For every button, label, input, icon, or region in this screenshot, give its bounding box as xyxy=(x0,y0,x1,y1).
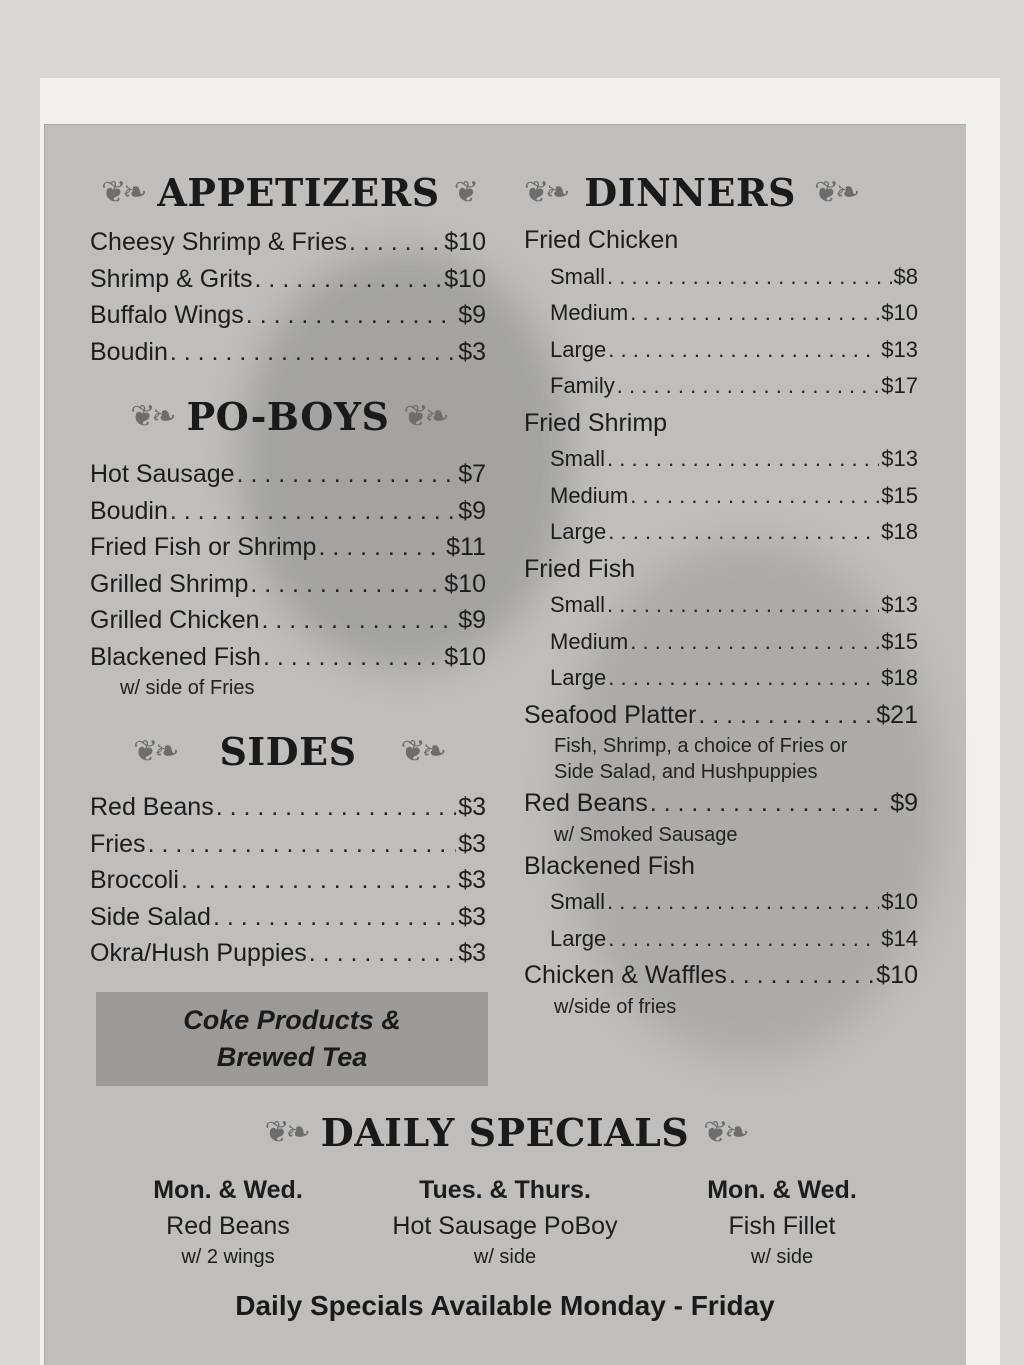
drinks-line-2: Brewed Tea xyxy=(216,1042,368,1072)
size-row: Large . . . $13 xyxy=(524,332,918,369)
size-row: Large . . . $14 xyxy=(524,921,918,958)
menu-item: Red Beans . . . $3 xyxy=(90,789,486,826)
special-side: w/ side xyxy=(750,1246,814,1268)
special-item xyxy=(644,1172,920,1270)
menu-item: Boudin . . . $9 xyxy=(90,493,486,530)
sides-title: SIDES xyxy=(219,728,357,774)
special-item xyxy=(367,1172,643,1270)
daily-specials-title: DAILY SPECIALS xyxy=(320,1109,690,1155)
flourish-ornament-icon: ❦❧ xyxy=(400,733,443,769)
special-dish: Hot Sausage PoBoy xyxy=(392,1212,618,1240)
menu-item: Boudin . . . $3 xyxy=(90,334,486,371)
dinners-heading xyxy=(524,160,918,224)
menu-item: Chicken & Waffles . . . $10 xyxy=(524,957,918,994)
menu-item: Hot Sausage . . . $7 xyxy=(90,456,486,493)
menu-item: Buffalo Wings . . . $9 xyxy=(90,297,486,334)
size-row: Large . . . $18 xyxy=(524,514,918,551)
poboys-title: PO-BOYS xyxy=(186,393,390,439)
size-row: Family . . . $17 xyxy=(524,368,918,405)
size-row: Small . . . $8 xyxy=(524,259,918,296)
appetizers-title: APPETIZERS xyxy=(157,169,440,215)
dinner-group-title: Fried Fish xyxy=(524,554,636,583)
flourish-ornament-icon: ❦❧ xyxy=(101,174,144,210)
flourish-ornament-icon: ❦❧ xyxy=(130,398,173,434)
menu-item: Seafood Platter . . . $21 xyxy=(524,697,918,734)
daily-specials-heading xyxy=(90,1100,920,1164)
special-day: Mon. & Wed. xyxy=(153,1176,303,1204)
size-row: Medium . . . $10 xyxy=(524,295,918,332)
specials-availability: Daily Specials Available Monday - Friday xyxy=(235,1290,775,1321)
flourish-ornament-icon: ❦❧ xyxy=(524,174,567,210)
dinner-group-title: Blackened Fish xyxy=(524,851,695,880)
item-note: w/ side of Fries xyxy=(120,677,255,699)
special-item xyxy=(90,1172,366,1270)
menu-item: Grilled Shrimp . . . $10 xyxy=(90,566,486,603)
size-row: Medium . . . $15 xyxy=(524,478,918,515)
appetizers-list xyxy=(90,224,486,370)
menu-item: Shrimp & Grits . . . $10 xyxy=(90,261,486,298)
menu-item: Okra/Hush Puppies . . . $3 xyxy=(90,935,486,972)
appetizers-heading xyxy=(90,160,486,224)
size-row: Small . . . $10 xyxy=(524,884,918,921)
item-note: Fish, Shrimp, a choice of Fries or xyxy=(554,735,848,757)
flourish-ornament-icon: ❦❧ xyxy=(703,1114,746,1150)
specials-grid xyxy=(90,1172,920,1270)
drinks-box xyxy=(96,992,488,1086)
special-day: Tues. & Thurs. xyxy=(419,1176,591,1204)
menu-item: Blackened Fish . . . $10 xyxy=(90,639,486,676)
dinners-list xyxy=(524,222,918,1020)
menu-item: Cheesy Shrimp & Fries . . . $10 xyxy=(90,224,486,261)
item-note: Side Salad, and Hushpuppies xyxy=(554,761,818,783)
special-dish: Red Beans xyxy=(166,1212,290,1240)
flourish-ornament-icon: ❦❧ xyxy=(133,733,176,769)
poboys-list xyxy=(90,456,486,701)
drinks-line-1: Coke Products & xyxy=(183,1005,401,1035)
size-row: Large . . . $18 xyxy=(524,660,918,697)
menu-item: Broccoli . . . $3 xyxy=(90,862,486,899)
size-row: Medium . . . $15 xyxy=(524,624,918,661)
item-note: w/side of fries xyxy=(554,995,677,1018)
special-day: Mon. & Wed. xyxy=(707,1176,857,1204)
sides-list xyxy=(90,789,486,972)
daily-specials xyxy=(90,1100,920,1322)
menu-item: Red Beans . . . $9 xyxy=(524,785,918,822)
menu-item: Fried Fish or Shrimp . . . $11 xyxy=(90,529,486,566)
special-dish: Fish Fillet xyxy=(728,1212,836,1240)
right-column xyxy=(524,160,918,1020)
special-side: w/ 2 wings xyxy=(181,1246,275,1268)
dinners-title: DINNERS xyxy=(584,169,796,215)
size-row: Small . . . $13 xyxy=(524,587,918,624)
flourish-ornament-icon: ❦❧ xyxy=(403,398,446,434)
menu-item: Grilled Chicken . . . $9 xyxy=(90,602,486,639)
item-note: w/ Smoked Sausage xyxy=(554,823,738,846)
sides-heading xyxy=(90,719,486,783)
dinner-group-title: Fried Chicken xyxy=(524,226,679,254)
flourish-ornament-icon: ❦❧ xyxy=(813,174,857,210)
menu-item: Fries . . . $3 xyxy=(90,826,486,863)
size-row: Small . . . $13 xyxy=(524,441,918,478)
flourish-ornament-icon: ❦ xyxy=(453,174,475,210)
left-column xyxy=(90,160,486,972)
dinner-group-title: Fried Shrimp xyxy=(524,408,668,437)
flourish-ornament-icon: ❦❧ xyxy=(264,1114,307,1150)
special-side: w/ side xyxy=(473,1246,537,1268)
poboys-heading xyxy=(90,384,486,448)
menu-item: Side Salad . . . $3 xyxy=(90,899,486,936)
